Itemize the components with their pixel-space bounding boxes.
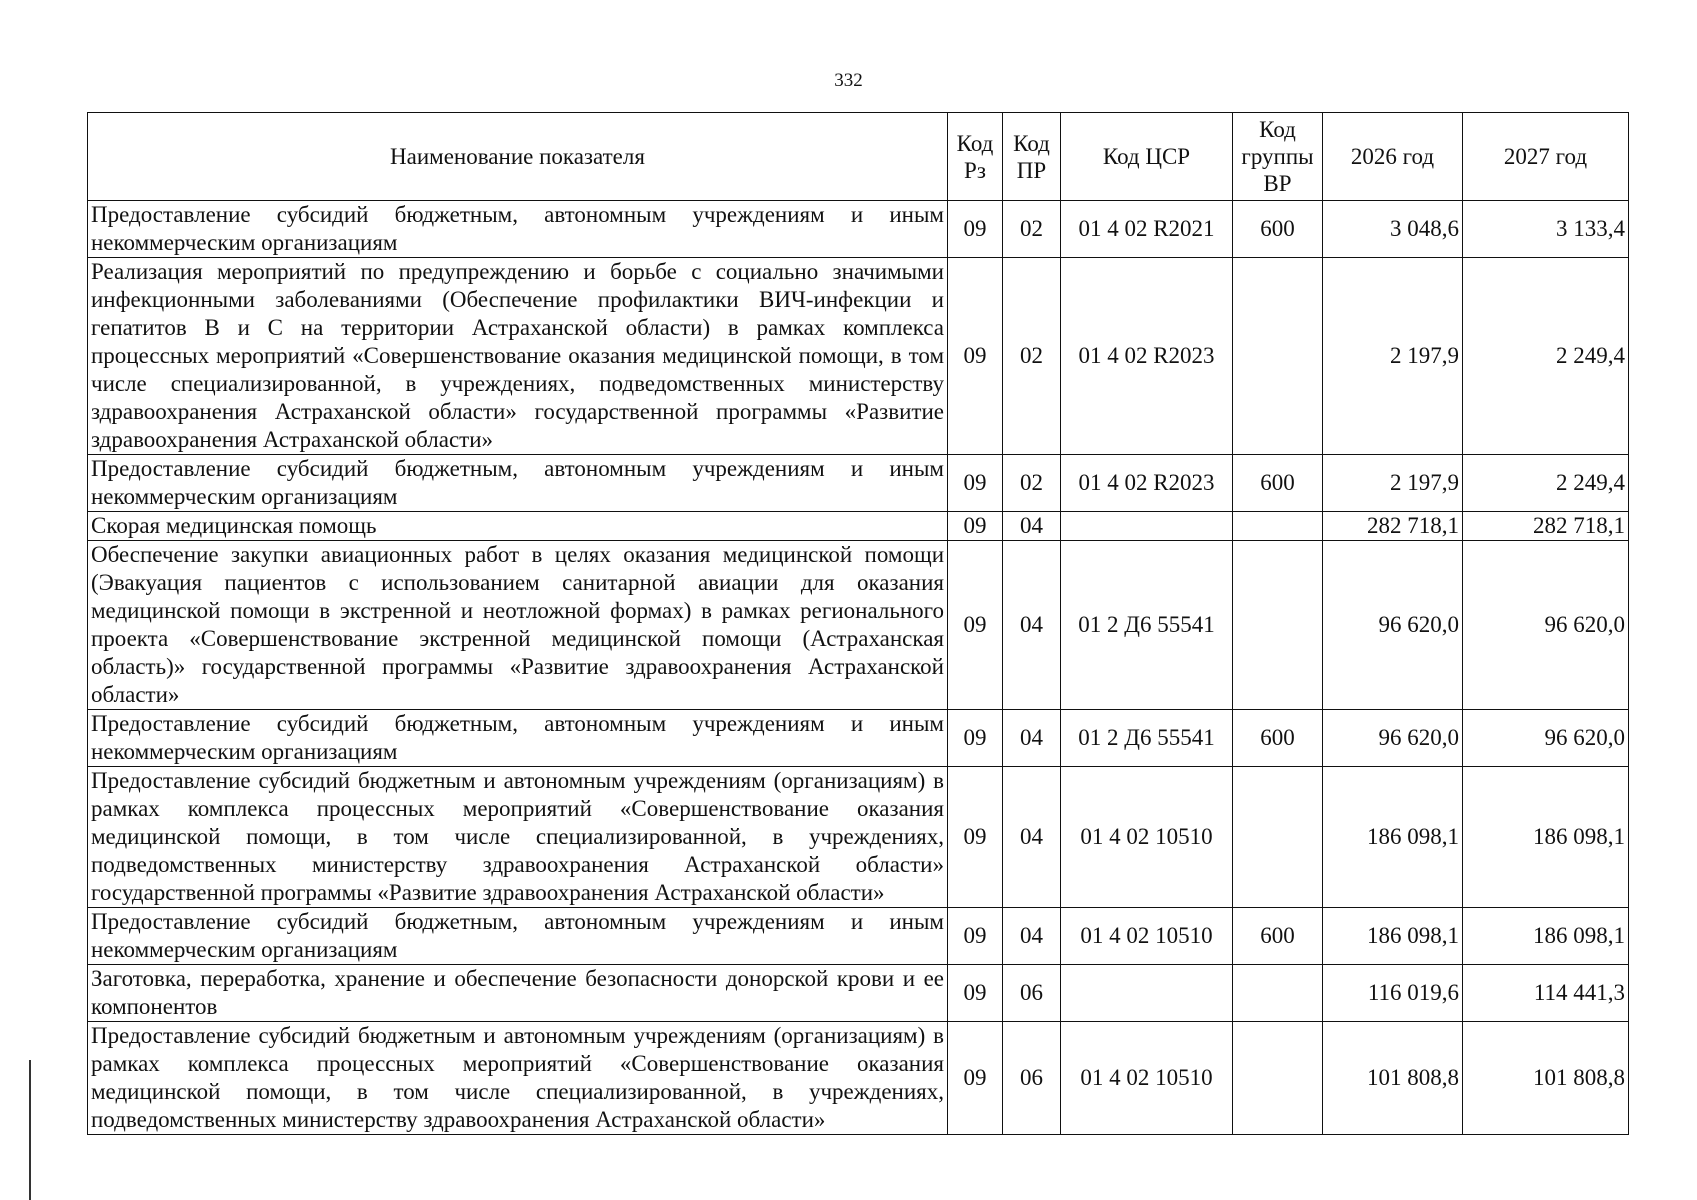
table-header-row [88, 113, 1629, 201]
header-name: Наименование показателя [88, 113, 948, 201]
row-pr: 04 [1003, 710, 1061, 767]
row-vr [1233, 965, 1323, 1022]
row-vr: 600 [1233, 908, 1323, 965]
table-row [88, 201, 1629, 258]
row-2027: 282 718,1 [1463, 512, 1629, 541]
row-2026: 2 197,9 [1323, 258, 1463, 455]
row-2026: 2 197,9 [1323, 455, 1463, 512]
row-pr: 04 [1003, 767, 1061, 908]
row-csr [1061, 512, 1233, 541]
row-vr [1233, 258, 1323, 455]
row-pr: 02 [1003, 201, 1061, 258]
row-pr: 04 [1003, 541, 1061, 710]
table-row [88, 710, 1629, 767]
row-vr [1233, 512, 1323, 541]
header-vr: Код группы ВР [1233, 113, 1323, 201]
row-vr [1233, 1022, 1323, 1135]
row-csr: 01 2 Д6 55541 [1061, 541, 1233, 710]
row-name: Предоставление субсидий бюджетным, автономным учреждениям и иным некоммерческим организациям [88, 201, 948, 258]
row-csr: 01 4 02 R2023 [1061, 258, 1233, 455]
table-row [88, 908, 1629, 965]
row-2027: 96 620,0 [1463, 710, 1629, 767]
table-row [88, 965, 1629, 1022]
row-name: Предоставление субсидий бюджетным и автономным учреждениям (организациям) в рамках комплекса процессных мероприятий «Совершенствование оказания медицинской помощи, в том числе специализированной, в учреждениях, подведомственных министерству здравоохранения Астраханской области» государственной программы «Развитие здравоохранения Астраханской области» [88, 767, 948, 908]
row-name: Предоставление субсидий бюджетным, автономным учреждениям и иным некоммерческим организациям [88, 455, 948, 512]
table-row [88, 512, 1629, 541]
row-vr: 600 [1233, 201, 1323, 258]
row-rz: 09 [948, 710, 1003, 767]
page-number: 332 [834, 70, 863, 91]
header-2026: 2026 год [1323, 113, 1463, 201]
budget-table [87, 112, 1629, 1135]
row-2026: 3 048,6 [1323, 201, 1463, 258]
header-csr: Код ЦСР [1061, 113, 1233, 201]
row-csr [1061, 965, 1233, 1022]
row-2027: 186 098,1 [1463, 767, 1629, 908]
row-rz: 09 [948, 512, 1003, 541]
row-2027: 96 620,0 [1463, 541, 1629, 710]
row-2026: 282 718,1 [1323, 512, 1463, 541]
table-row [88, 767, 1629, 908]
table-row [88, 258, 1629, 455]
row-name: Предоставление субсидий бюджетным и автономным учреждениям (организациям) в рамках комплекса процессных мероприятий «Совершенствование оказания медицинской помощи, в том числе специализированной, в учреждениях, подведомственных министерству здравоохранения Астраханской области» [88, 1022, 948, 1135]
row-name: Реализация мероприятий по предупреждению и борьбе с социально значимыми инфекционными заболеваниями (Обеспечение профилактики ВИЧ-инфекции и гепатитов В и С на территории Астраханской области) в рамках комплекса процессных мероприятий «Совершенствование оказания медицинской помощи, в том числе специализированной, в учреждениях, подведомственных министерству здравоохранения Астраханской области» государственной программы «Развитие здравоохранения Астраханской области» [88, 258, 948, 455]
row-csr: 01 4 02 10510 [1061, 1022, 1233, 1135]
row-vr [1233, 541, 1323, 710]
row-csr: 01 4 02 R2021 [1061, 201, 1233, 258]
row-pr: 04 [1003, 908, 1061, 965]
row-2026: 186 098,1 [1323, 908, 1463, 965]
row-2027: 186 098,1 [1463, 908, 1629, 965]
row-vr: 600 [1233, 710, 1323, 767]
row-rz: 09 [948, 455, 1003, 512]
row-vr [1233, 767, 1323, 908]
row-2026: 101 808,8 [1323, 1022, 1463, 1135]
row-2027: 101 808,8 [1463, 1022, 1629, 1135]
row-rz: 09 [948, 767, 1003, 908]
header-pr: Код ПР [1003, 113, 1061, 201]
row-2026: 96 620,0 [1323, 710, 1463, 767]
header-rz: Код Рз [948, 113, 1003, 201]
row-pr: 02 [1003, 455, 1061, 512]
row-name: Обеспечение закупки авиационных работ в целях оказания медицинской помощи (Эвакуация пациентов с использованием санитарной авиации для оказания медицинской помощи в экстренной и неотложной формах) в рамках регионального проекта «Совершенствование экстренной медицинской помощи (Астраханская область)» государственной программы «Развитие здравоохранения Астраханской области» [88, 541, 948, 710]
row-name: Предоставление субсидий бюджетным, автономным учреждениям и иным некоммерческим организациям [88, 908, 948, 965]
row-csr: 01 2 Д6 55541 [1061, 710, 1233, 767]
table-row [88, 455, 1629, 512]
row-2027: 114 441,3 [1463, 965, 1629, 1022]
row-name: Скорая медицинская помощь [88, 512, 948, 541]
row-rz: 09 [948, 908, 1003, 965]
row-csr: 01 4 02 R2023 [1061, 455, 1233, 512]
row-2026: 116 019,6 [1323, 965, 1463, 1022]
row-pr: 04 [1003, 512, 1061, 541]
row-2027: 2 249,4 [1463, 258, 1629, 455]
row-rz: 09 [948, 258, 1003, 455]
table-row [88, 1022, 1629, 1135]
table-row [88, 541, 1629, 710]
row-csr: 01 4 02 10510 [1061, 908, 1233, 965]
row-pr: 06 [1003, 1022, 1061, 1135]
scan-edge-line [29, 1060, 31, 1200]
row-2027: 3 133,4 [1463, 201, 1629, 258]
row-rz: 09 [948, 541, 1003, 710]
row-pr: 02 [1003, 258, 1061, 455]
row-rz: 09 [948, 965, 1003, 1022]
row-2026: 186 098,1 [1323, 767, 1463, 908]
row-pr: 06 [1003, 965, 1061, 1022]
row-csr: 01 4 02 10510 [1061, 767, 1233, 908]
row-2026: 96 620,0 [1323, 541, 1463, 710]
row-name: Предоставление субсидий бюджетным, автономным учреждениям и иным некоммерческим организациям [88, 710, 948, 767]
row-2027: 2 249,4 [1463, 455, 1629, 512]
row-name: Заготовка, переработка, хранение и обеспечение безопасности донорской крови и ее компонентов [88, 965, 948, 1022]
row-vr: 600 [1233, 455, 1323, 512]
header-2027: 2027 год [1463, 113, 1629, 201]
row-rz: 09 [948, 201, 1003, 258]
row-rz: 09 [948, 1022, 1003, 1135]
